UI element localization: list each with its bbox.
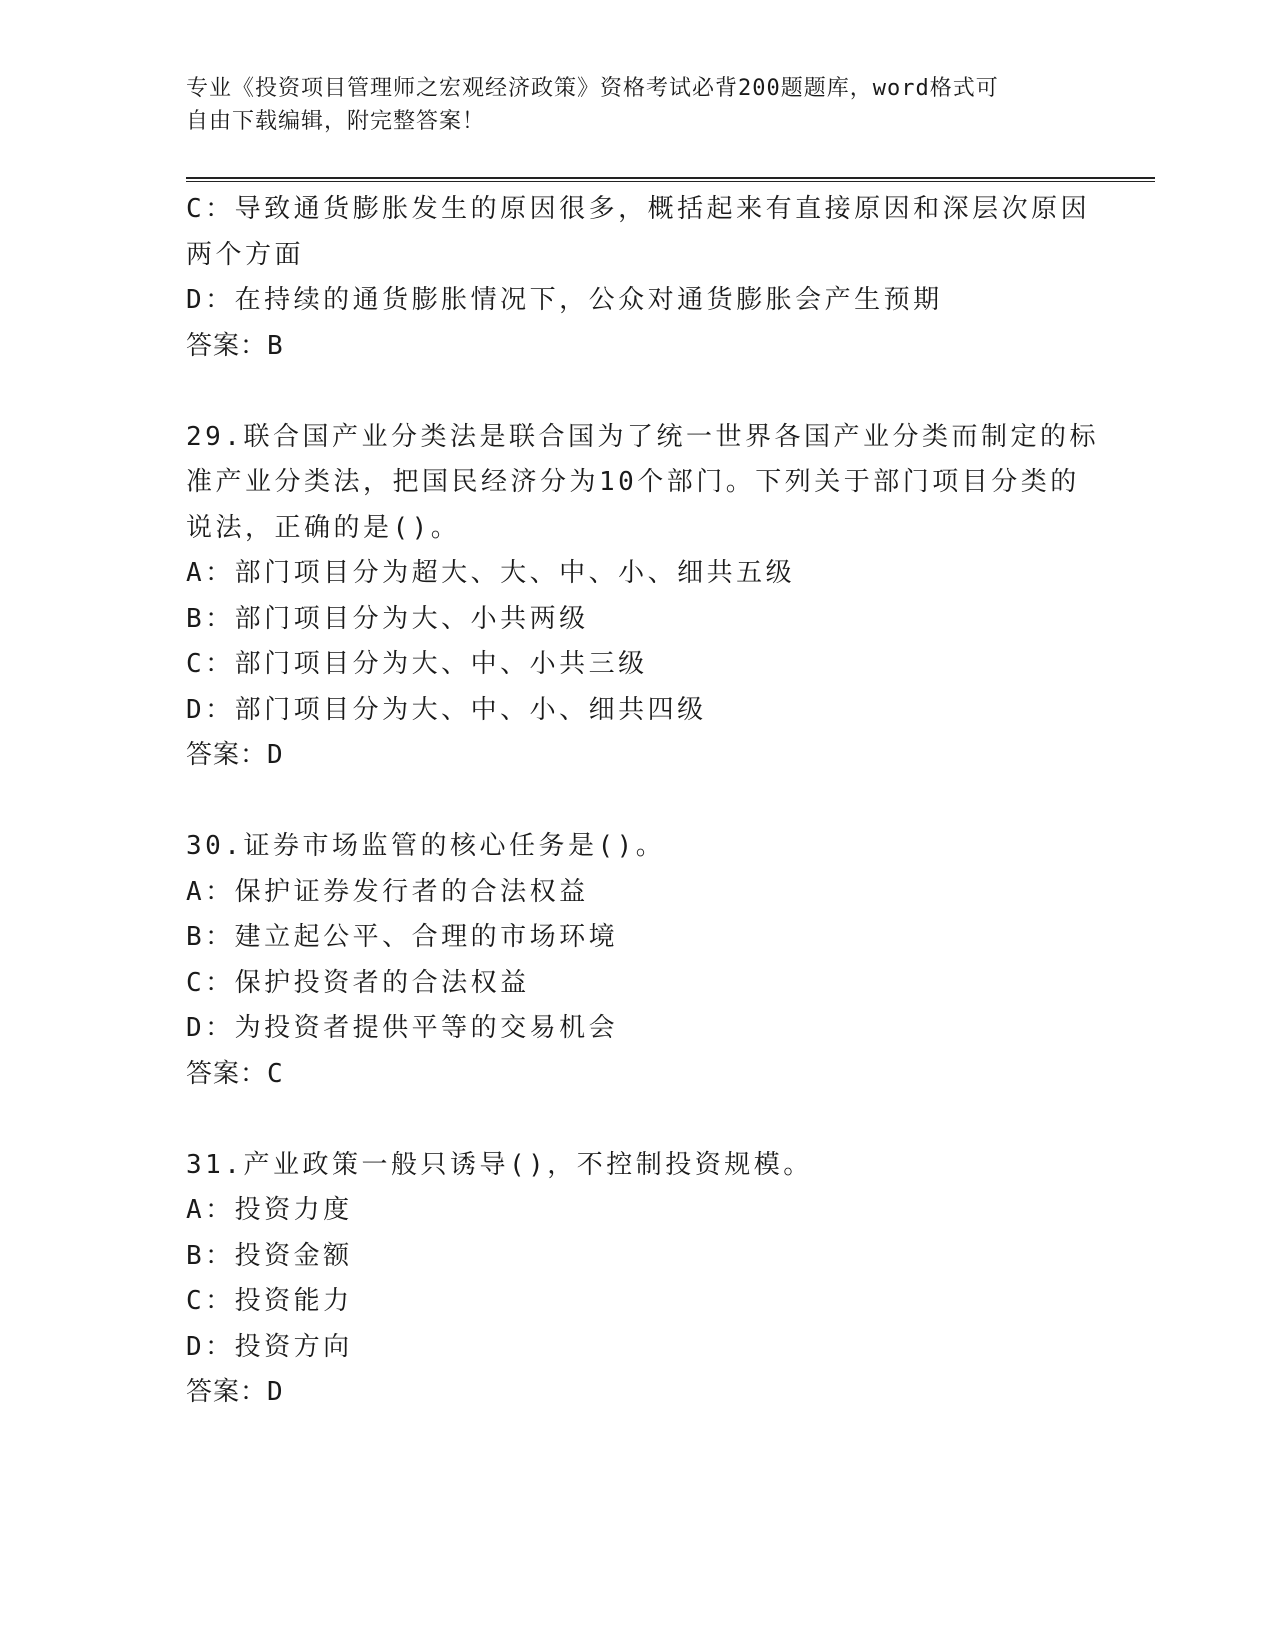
header-divider (186, 177, 1155, 182)
question-30-option-b: B：建立起公平、合理的市场环境 (186, 922, 619, 952)
question-29-stem-line-1: 29.联合国产业分类法是联合国为了统一世界各国产业分类而制定的标 (186, 421, 1099, 452)
question-31 (186, 1143, 1086, 1416)
document-header (186, 72, 1066, 138)
option-c-line-1: C：导致通货膨胀发生的原因很多，概括起来有直接原因和深层次原因 (186, 194, 1091, 224)
question-29-option-a: A：部门项目分为超大、大、中、小、细共五级 (186, 558, 796, 588)
question-31-option-c: C：投资能力 (186, 1286, 353, 1316)
answer-line (186, 324, 1086, 370)
question-31-option-b: B：投资金额 (186, 1240, 353, 1271)
spacer (186, 779, 1086, 825)
spacer (186, 369, 1086, 415)
question-30-option-a: A：保护证券发行者的合法权益 (186, 876, 589, 907)
question-29-option-b: B：部门项目分为大、小共两级 (186, 603, 589, 634)
question-31-option-d: D：投资方向 (186, 1331, 353, 1362)
question-29-stem-line-2: 准产业分类法，把国民经济分为10个部门。下列关于部门项目分类的 (186, 467, 1080, 497)
question-30 (186, 824, 1086, 1097)
answer-value: C (267, 1058, 284, 1089)
answer-value: D (267, 1377, 284, 1407)
question-29-answer-line (186, 733, 1086, 779)
question-31-option-a: A：投资力度 (186, 1195, 353, 1225)
answer-value: B (267, 330, 284, 361)
question-29-stem-line-3: 说法，正确的是()。 (186, 512, 461, 543)
question-31-stem: 31.产业政策一般只诱导()，不控制投资规模。 (186, 1149, 813, 1180)
question-30-option-d: D：为投资者提供平等的交易机会 (186, 1013, 619, 1043)
question-29-option-d: D：部门项目分为大、中、小、细共四级 (186, 694, 707, 725)
question-31-answer-line (186, 1370, 1086, 1416)
option-c-line-2: 两个方面 (186, 239, 305, 270)
question-30-option-c: C：保护投资者的合法权益 (186, 967, 530, 998)
answer-label: 答案： (186, 1377, 268, 1407)
question-partial (186, 187, 1091, 369)
question-29 (186, 415, 1099, 779)
answer-value: D (267, 740, 284, 770)
question-30-answer-line (186, 1052, 1086, 1098)
answer-label: 答案： (186, 740, 268, 770)
option-d: D：在持续的通货膨胀情况下，公众对通货膨胀会产生预期 (186, 285, 943, 315)
answer-label: 答案： (186, 330, 268, 361)
question-30-stem: 30.证券市场监管的核心任务是()。 (186, 831, 666, 861)
header-title-line-1: 专业《投资项目管理师之宏观经济政策》资格考试必背200题题库，word格式可 (186, 76, 999, 101)
answer-label: 答案： (186, 1058, 268, 1089)
spacer (186, 1097, 1086, 1143)
header-title-line-2: 自由下载编辑，附完整答案！ (186, 109, 486, 134)
question-29-option-c: C：部门项目分为大、中、小共三级 (186, 649, 648, 679)
question-content (186, 187, 1099, 1416)
